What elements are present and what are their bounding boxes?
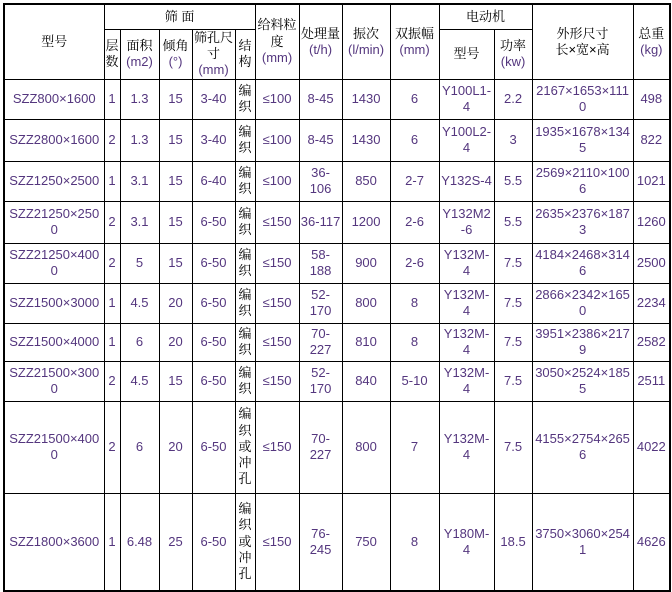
cell-motor-model: Y132M-4 [439, 401, 494, 493]
cell-aperture: 6-40 [192, 161, 235, 201]
spec-table [3, 3, 671, 592]
cell-aperture: 3-40 [192, 119, 235, 161]
header-area [120, 29, 159, 79]
cell-weight: 822 [633, 119, 670, 161]
cell-area: 4.5 [120, 283, 159, 323]
header-aperture-unit: (mm) [198, 62, 229, 78]
cell-motor-model: Y132M-4 [439, 361, 494, 401]
cell-model: SZZ21500×4000 [4, 401, 104, 493]
table-row [4, 323, 670, 361]
cell-motor-model: Y132M-4 [439, 283, 494, 323]
cell-dimensions: 2635×2376×1873 [532, 201, 633, 243]
cell-power: 7.5 [494, 361, 532, 401]
cell-feed-size: ≤150 [255, 323, 299, 361]
header-amplitude-label: 双振幅 [395, 25, 435, 41]
cell-model: SZZ21500×3000 [4, 361, 104, 401]
cell-motor-model: Y132M-4 [439, 243, 494, 283]
header-frequency-unit: (l/min) [347, 41, 385, 57]
cell-layers: 1 [104, 323, 120, 361]
cell-feed-size: ≤150 [255, 361, 299, 401]
cell-feed-size: ≤100 [255, 161, 299, 201]
header-aperture-label: 筛孔尺寸 [193, 29, 233, 61]
cell-amplitude: 6 [390, 119, 439, 161]
cell-power: 7.5 [494, 323, 532, 361]
cell-area: 3.1 [120, 161, 159, 201]
cell-weight: 2500 [633, 243, 670, 283]
cell-amplitude: 2-6 [390, 201, 439, 243]
header-area-unit: (m2) [126, 54, 153, 69]
cell-feed-size: ≤150 [255, 201, 299, 243]
cell-aperture: 6-50 [192, 201, 235, 243]
cell-weight: 2511 [633, 361, 670, 401]
cell-motor-model: Y100L1-4 [439, 79, 494, 119]
cell-frequency: 1200 [342, 201, 390, 243]
table-row [4, 361, 670, 401]
cell-dimensions: 2569×2110×1006 [532, 161, 633, 201]
cell-incline: 20 [159, 283, 192, 323]
cell-incline: 15 [159, 161, 192, 201]
cell-layers: 2 [104, 361, 120, 401]
cell-structure: 编织 [235, 79, 255, 119]
table-row [4, 161, 670, 201]
cell-layers: 1 [104, 79, 120, 119]
cell-incline: 15 [159, 201, 192, 243]
cell-capacity: 36-117 [299, 201, 342, 243]
cell-dimensions: 3951×2386×2179 [532, 323, 633, 361]
header-dimensions-sub: 长×宽×高 [555, 41, 610, 57]
cell-amplitude: 6 [390, 79, 439, 119]
cell-capacity: 52-170 [299, 361, 342, 401]
cell-dimensions: 3050×2524×1855 [532, 361, 633, 401]
cell-frequency: 1430 [342, 79, 390, 119]
cell-layers: 2 [104, 243, 120, 283]
header-capacity-label: 处理量 [301, 25, 341, 41]
cell-amplitude: 8 [390, 323, 439, 361]
cell-motor-model: Y132M-4 [439, 323, 494, 361]
header-aperture [192, 29, 235, 79]
cell-frequency: 810 [342, 323, 390, 361]
cell-power: 7.5 [494, 243, 532, 283]
cell-area: 5 [120, 243, 159, 283]
cell-frequency: 840 [342, 361, 390, 401]
header-motor-model: 型号 [439, 29, 494, 79]
header-incline-unit: (°) [168, 54, 183, 69]
table-body [4, 79, 670, 591]
header-weight-label: 总重 [638, 25, 665, 41]
cell-weight: 1260 [633, 201, 670, 243]
cell-frequency: 800 [342, 401, 390, 493]
cell-aperture: 6-50 [192, 283, 235, 323]
cell-structure: 编织 [235, 119, 255, 161]
cell-area: 6 [120, 401, 159, 493]
cell-aperture: 6-50 [192, 323, 235, 361]
cell-amplitude: 2-6 [390, 243, 439, 283]
header-feed-size-label: 给料粒度 [257, 17, 297, 49]
cell-capacity: 70-227 [299, 401, 342, 493]
table-row [4, 401, 670, 493]
table-row [4, 201, 670, 243]
cell-capacity: 8-45 [299, 119, 342, 161]
cell-layers: 2 [104, 401, 120, 493]
table-row [4, 119, 670, 161]
cell-model: SZZ1500×4000 [4, 323, 104, 361]
cell-frequency: 1430 [342, 119, 390, 161]
cell-model: SZZ2800×1600 [4, 119, 104, 161]
cell-weight: 1021 [633, 161, 670, 201]
cell-capacity: 76-245 [299, 493, 342, 591]
cell-power: 2.2 [494, 79, 532, 119]
cell-amplitude: 5-10 [390, 361, 439, 401]
cell-feed-size: ≤100 [255, 79, 299, 119]
cell-amplitude: 8 [390, 493, 439, 591]
cell-area: 6.48 [120, 493, 159, 591]
header-structure: 结构 [235, 29, 255, 79]
cell-model: SZZ21250×4000 [4, 243, 104, 283]
cell-layers: 1 [104, 493, 120, 591]
cell-motor-model: Y132S-4 [439, 161, 494, 201]
cell-area: 4.5 [120, 361, 159, 401]
cell-power: 7.5 [494, 283, 532, 323]
cell-amplitude: 2-7 [390, 161, 439, 201]
cell-weight: 498 [633, 79, 670, 119]
cell-area: 3.1 [120, 201, 159, 243]
cell-power: 3 [494, 119, 532, 161]
header-feed-size [255, 4, 299, 79]
header-weight [633, 4, 670, 79]
cell-power: 5.5 [494, 201, 532, 243]
header-power [494, 29, 532, 79]
cell-feed-size: ≤150 [255, 243, 299, 283]
cell-motor-model: Y180M-4 [439, 493, 494, 591]
cell-frequency: 900 [342, 243, 390, 283]
cell-power: 7.5 [494, 401, 532, 493]
cell-aperture: 6-50 [192, 401, 235, 493]
header-capacity-unit: (t/h) [308, 41, 333, 57]
cell-motor-model: Y132M2-6 [439, 201, 494, 243]
cell-model: SZZ1500×3000 [4, 283, 104, 323]
cell-structure: 编织或冲孔 [235, 401, 255, 493]
cell-weight: 2234 [633, 283, 670, 323]
cell-frequency: 800 [342, 283, 390, 323]
cell-structure: 编织 [235, 323, 255, 361]
header-row-top [4, 4, 670, 29]
cell-aperture: 6-50 [192, 493, 235, 591]
table-row [4, 283, 670, 323]
cell-area: 6 [120, 323, 159, 361]
header-capacity [299, 4, 342, 79]
cell-power: 5.5 [494, 161, 532, 201]
header-feed-size-unit: (mm) [261, 49, 293, 65]
cell-frequency: 750 [342, 493, 390, 591]
cell-structure: 编织 [235, 361, 255, 401]
cell-weight: 2582 [633, 323, 670, 361]
cell-weight: 4022 [633, 401, 670, 493]
cell-incline: 25 [159, 493, 192, 591]
cell-area: 1.3 [120, 79, 159, 119]
header-weight-unit: (kg) [640, 41, 663, 57]
cell-incline: 15 [159, 361, 192, 401]
cell-layers: 2 [104, 119, 120, 161]
cell-structure: 编织或冲孔 [235, 493, 255, 591]
cell-frequency: 850 [342, 161, 390, 201]
header-frequency [342, 4, 390, 79]
cell-model: SZZ21250×2500 [4, 201, 104, 243]
cell-incline: 15 [159, 119, 192, 161]
cell-dimensions: 3750×3060×2541 [532, 493, 633, 591]
table-row [4, 493, 670, 591]
header-motor: 电动机 [439, 4, 532, 29]
header-dimensions [532, 4, 633, 79]
header-incline-label: 倾角 [162, 37, 189, 53]
cell-structure: 编织 [235, 161, 255, 201]
cell-capacity: 70-227 [299, 323, 342, 361]
cell-capacity: 36-106 [299, 161, 342, 201]
table-row [4, 79, 670, 119]
cell-structure: 编织 [235, 243, 255, 283]
cell-area: 1.3 [120, 119, 159, 161]
cell-aperture: 6-50 [192, 361, 235, 401]
cell-layers: 2 [104, 201, 120, 243]
cell-feed-size: ≤150 [255, 283, 299, 323]
header-model: 型号 [4, 4, 104, 79]
cell-incline: 15 [159, 79, 192, 119]
cell-incline: 20 [159, 323, 192, 361]
cell-capacity: 58-188 [299, 243, 342, 283]
cell-capacity: 8-45 [299, 79, 342, 119]
header-screen-surface: 筛 面 [104, 4, 255, 29]
cell-amplitude: 7 [390, 401, 439, 493]
cell-layers: 1 [104, 283, 120, 323]
cell-feed-size: ≤100 [255, 119, 299, 161]
header-amplitude-unit: (mm) [399, 41, 430, 57]
cell-model: SZZ1800×3600 [4, 493, 104, 591]
table-row [4, 243, 670, 283]
cell-dimensions: 4184×2468×3146 [532, 243, 633, 283]
cell-feed-size: ≤150 [255, 401, 299, 493]
cell-aperture: 6-50 [192, 243, 235, 283]
cell-amplitude: 8 [390, 283, 439, 323]
header-frequency-label: 振次 [353, 25, 380, 41]
header-layers: 层数 [104, 29, 120, 79]
cell-model: SZZ1250×2500 [4, 161, 104, 201]
cell-motor-model: Y100L2-4 [439, 119, 494, 161]
cell-feed-size: ≤150 [255, 493, 299, 591]
cell-dimensions: 1935×1678×1345 [532, 119, 633, 161]
cell-aperture: 3-40 [192, 79, 235, 119]
cell-incline: 20 [159, 401, 192, 493]
cell-power: 18.5 [494, 493, 532, 591]
cell-structure: 编织 [235, 201, 255, 243]
header-incline [159, 29, 192, 79]
cell-dimensions: 2167×1653×1110 [532, 79, 633, 119]
cell-dimensions: 4155×2754×2656 [532, 401, 633, 493]
cell-incline: 15 [159, 243, 192, 283]
cell-structure: 编织 [235, 283, 255, 323]
header-dimensions-label: 外形尺寸 [556, 25, 609, 41]
cell-weight: 4626 [633, 493, 670, 591]
header-area-label: 面积 [126, 37, 153, 53]
cell-dimensions: 2866×2342×1650 [532, 283, 633, 323]
cell-capacity: 52-170 [299, 283, 342, 323]
header-power-label: 功率 [500, 37, 527, 53]
header-amplitude [390, 4, 439, 79]
cell-layers: 1 [104, 161, 120, 201]
cell-model: SZZ800×1600 [4, 79, 104, 119]
header-power-unit: (kw) [500, 54, 526, 69]
